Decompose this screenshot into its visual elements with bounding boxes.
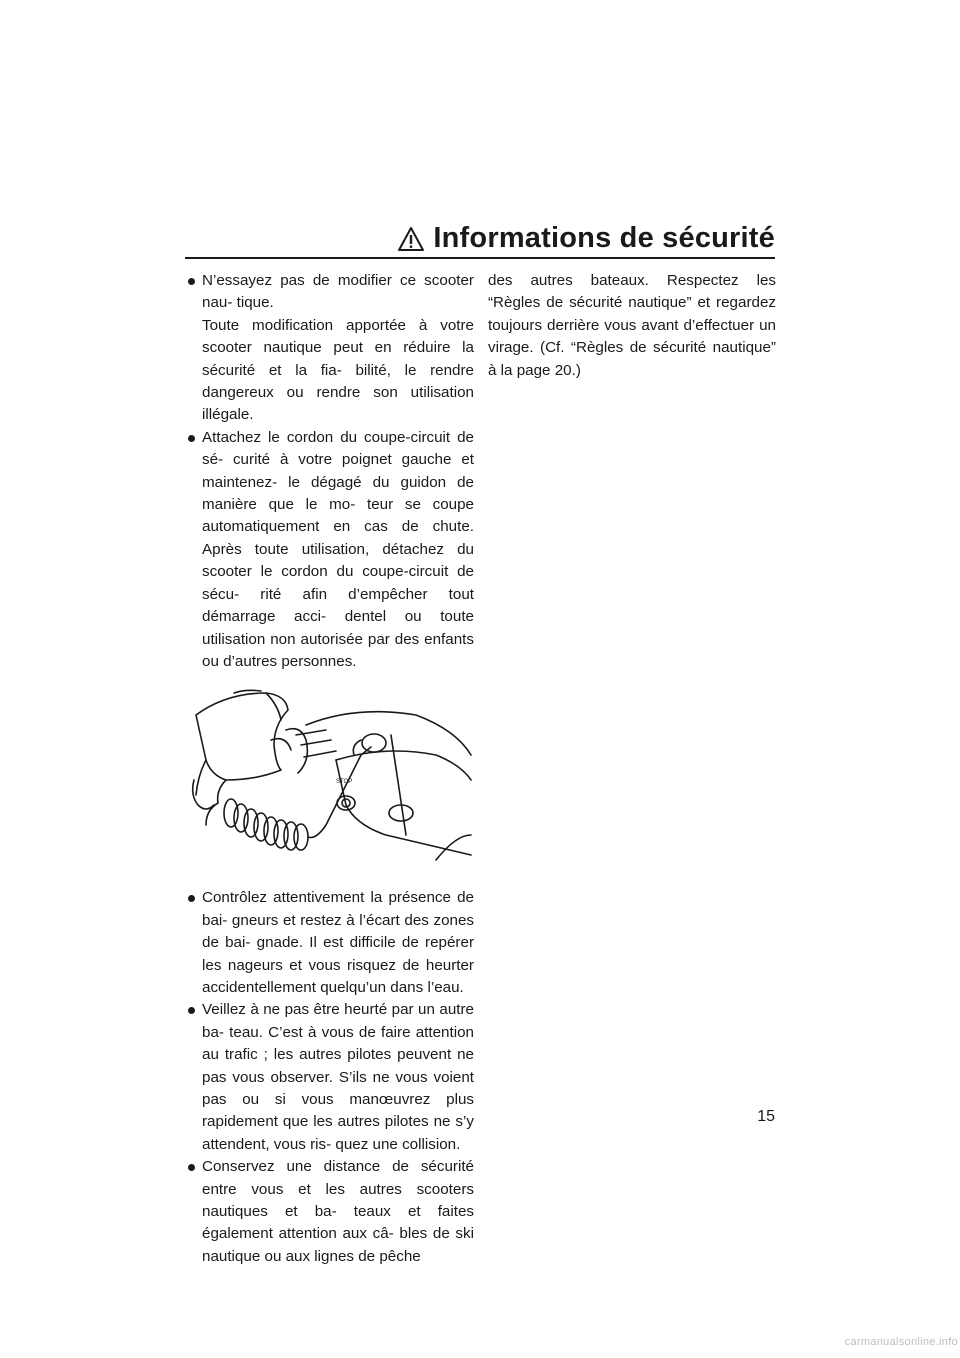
bullet-collision: Veillez à ne pas être heurté par un autre ba- teau. C’est à vous de faire attention au trafic ; les autres pilotes peuvent ne pas vous observer. S’ils ne vous voient pas ou si vous manœuvrez plus rapidement que les autres pilotes ne s’y attendent, vous ris- quez une collision. bbox=[186, 999, 474, 1156]
stop-label: STOP bbox=[336, 779, 353, 786]
bullet-lanyard: Attachez le cordon du coupe-circuit de sé- curité à votre poignet gauche et maintenez- le dégagé du guidon de manière que le mo- teur se coupe automatiquement en cas de chute. Après toute utilisation, détachez du scooter le cordon du coupe-circuit de sécu- rité afin d’empêcher tout démarrage acci- dentel ou toute utilisation non autorisée par des enfants ou d’autres personnes. bbox=[186, 427, 474, 673]
distance-continued: des autres bateaux. Respectez les “Règles de sécurité nautique” et regardez toujours derrière vous avant d’effectuer un virage. (Cf. “Règles de sécurité nautique” à la page 20.) bbox=[488, 272, 776, 379]
bullet-modify: N’essayez pas de modifier ce scooter nau- tique. bbox=[186, 270, 474, 315]
page-title: Informations de sécurité bbox=[433, 222, 775, 254]
watermark: carmanualsonline.info bbox=[844, 1336, 958, 1348]
lanyard-illustration bbox=[186, 685, 474, 875]
header-rule bbox=[185, 257, 775, 259]
right-column bbox=[488, 270, 776, 382]
bullet-swimmers: Contrôlez attentivement la présence de bai- gneurs et restez à l’écart des zones de bai- gnade. Il est difficile de repérer les nageurs et vous risquez de heurter accidentellement quelqu’un dans l’eau. bbox=[186, 887, 474, 999]
bullet-modify-continued: Toute modification apportée à votre scooter nautique peut en réduire la sécurité et la fia- bilité, le rendre dangereux ou rendre son utilisation illégale. bbox=[202, 316, 474, 424]
left-column bbox=[186, 270, 474, 1268]
page-number: 15 bbox=[757, 1108, 775, 1125]
warning-triangle-icon bbox=[397, 226, 425, 252]
bullet-distance: Conservez une distance de sécurité entre vous et les autres scooters nautiques et ba- teaux et faites également attention aux câ- bles de ski nautique ou aux lignes de pêche bbox=[186, 1156, 474, 1268]
page-header bbox=[185, 222, 775, 255]
